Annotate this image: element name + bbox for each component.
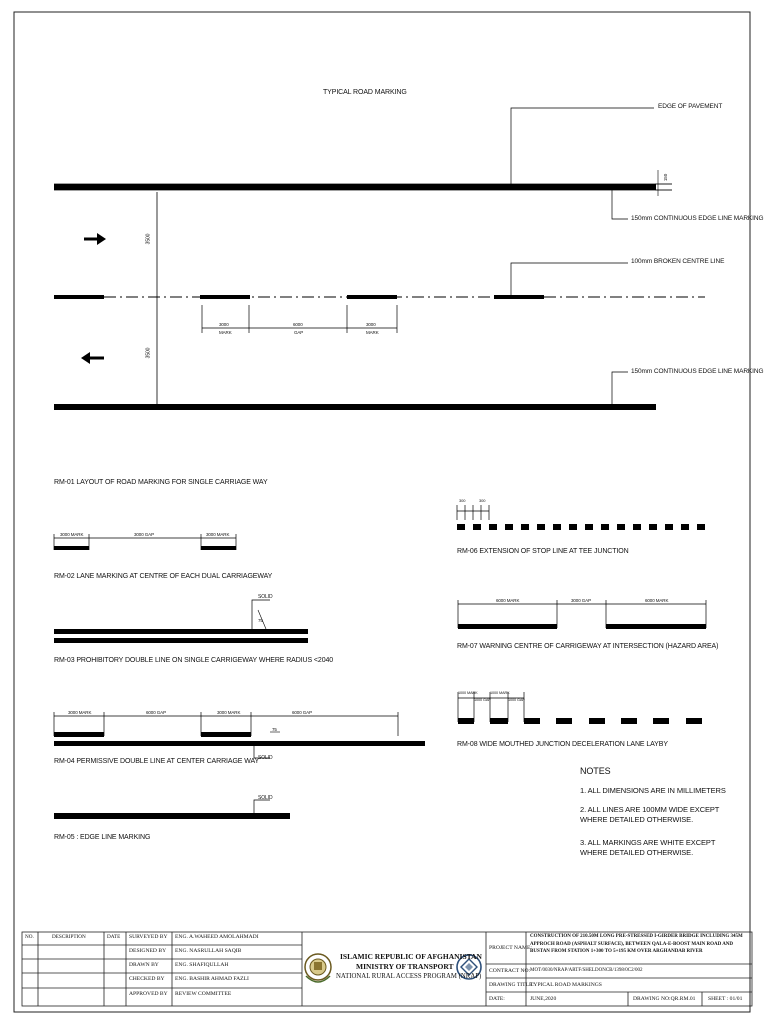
rm02-dim-mark-a: 3000 MARK bbox=[60, 532, 84, 537]
rm04-dim-gap-b: 6000 GAP bbox=[292, 710, 312, 715]
rm04-solid-label: SOLID bbox=[258, 755, 273, 761]
rev-description-header: DESCRIPTION bbox=[52, 934, 86, 940]
note-line: 3. ALL MARKINGS ARE WHITE EXCEPT bbox=[580, 838, 716, 847]
role-drawn: DRAWN BY bbox=[129, 962, 159, 968]
rm04-dash-1 bbox=[54, 732, 104, 737]
caption-rm02: RM-02 LANE MARKING AT CENTRE OF EACH DUAL CARRIAGEWAY bbox=[54, 573, 273, 580]
drawing-title: TYPICAL ROAD MARKING bbox=[323, 89, 407, 96]
rm01-dim-mark-2: 3000 bbox=[366, 322, 376, 327]
name-approved: REVIEW COMMITTEE bbox=[175, 991, 232, 997]
leader-edge-line-bottom bbox=[612, 372, 628, 404]
contract-value: MOT/0030/NRAP/ARTF/SHELDONCB/1398/0C2/002 bbox=[530, 968, 643, 973]
lane-width-lower: 3500 bbox=[145, 347, 152, 359]
left-arrow-icon bbox=[81, 352, 104, 364]
rm02-dim-gap: 3000 GAP bbox=[134, 532, 154, 537]
rm05-edge-line bbox=[54, 813, 290, 819]
drawing-title-label: DRAWING TITLE: bbox=[489, 982, 534, 988]
rm06-dim-b: 300 bbox=[479, 498, 486, 503]
rm07-dim-mark-a: 6000 MARK bbox=[496, 598, 520, 603]
caption-rm03: RM-03 PROHIBITORY DOUBLE LINE ON SINGLE CARRIGEWAY WHERE RADIUS <2040 bbox=[54, 657, 334, 664]
rm05-solid-leader bbox=[254, 800, 270, 813]
rm02-dim-mark-b: 3000 MARK bbox=[206, 532, 230, 537]
rm01-dim-gap-sub: GAP bbox=[294, 330, 304, 335]
rm03-solid-leader bbox=[252, 600, 270, 629]
rm07-dim-gap: 3000 GAP bbox=[571, 598, 591, 603]
rm01-dim-mark-1: 3000 bbox=[219, 322, 229, 327]
rm06-stop-line-dashes bbox=[457, 524, 705, 530]
rm01-centre-dash-4 bbox=[494, 295, 544, 299]
rm07-dim-mark-b: 6000 MARK bbox=[645, 598, 669, 603]
rm01-bottom-edge-line bbox=[54, 404, 656, 410]
role-checked: CHECKED BY bbox=[129, 976, 165, 982]
rm01-dim-mark-1-sub: MARK bbox=[219, 330, 232, 335]
caption-rm06: RM-06 EXTENSION OF STOP LINE AT TEE JUNCTION bbox=[457, 548, 629, 555]
rm08-dashes bbox=[458, 718, 702, 724]
name-surveyed: ENG. A.WAHEED AMOLAHMADI bbox=[175, 934, 259, 940]
name-checked: ENG. BASHIR AHMAD FAZLI bbox=[175, 976, 249, 982]
caption-rm05: RM-05 : EDGE LINE MARKING bbox=[54, 834, 151, 841]
leader-centre-line bbox=[511, 263, 628, 295]
note-line: WHERE DETAILED OTHERWISE. bbox=[580, 815, 694, 824]
contract-label: CONTRACT NO: bbox=[489, 968, 531, 974]
project-value: CONSTRUCTION OF 210.50M LONG PRE-STRESSED I-GIRDER BRIDGE INCLUDING 345M APPROCH ROAD (ASPHALT SURFACE), BETWEEN QALA-E-BOOST MAIN ROAD AND BUSTAN FROM STATION 1+300 TO 5+195 KM OVER ARGHANDAB RIVER bbox=[530, 934, 743, 954]
rm04-dim-mark-a: 3000 MARK bbox=[68, 710, 92, 715]
rm02-dash-1 bbox=[54, 546, 89, 550]
org-line-1: ISLAMIC REPUBLIC OF AFGHANISTAN bbox=[340, 952, 482, 961]
lane-width-upper: 3500 bbox=[145, 233, 152, 245]
note-line: 2. ALL LINES ARE 100MM WIDE EXCEPT bbox=[580, 805, 720, 814]
callout-centre-line: 100mm BROKEN CENTRE LINE bbox=[631, 258, 725, 265]
rm04-dash-2 bbox=[201, 732, 251, 737]
drawing-no: DRAWING NO:QR.RM.01 bbox=[633, 996, 696, 1002]
rm04-dim-mark-b: 3000 MARK bbox=[217, 710, 241, 715]
role-approved: APPROVED BY bbox=[129, 991, 168, 997]
rev-date-header: DATE bbox=[107, 934, 121, 940]
rm04-gap-small: 75 bbox=[272, 727, 277, 732]
org-line-2: MINISTRY OF TRANSPORT bbox=[356, 962, 454, 971]
rm03-solid-label: SOLID bbox=[258, 594, 273, 600]
rm01-dim-gap: 6000 bbox=[293, 322, 303, 327]
rm07-dash-2 bbox=[606, 624, 706, 629]
leader-edge-line-top bbox=[612, 190, 628, 219]
callout-edge-line-top: 150mm CONTINUOUS EDGE LINE MARKING bbox=[631, 215, 764, 222]
rm06-dim-a: 300 bbox=[459, 498, 466, 503]
caption-rm04: RM-04 PERMISSIVE DOUBLE LINE AT CENTER CARRIAGE WAY bbox=[54, 758, 260, 765]
rm08-dim-a: 1000 MARK bbox=[458, 691, 478, 695]
notes-heading: NOTES bbox=[580, 766, 611, 776]
sheet-border bbox=[14, 12, 750, 1012]
date-label: DATE: bbox=[489, 996, 505, 1002]
role-designed: DESIGNED BY bbox=[129, 948, 167, 954]
sheet-no: SHEET : 01/01 bbox=[708, 996, 743, 1002]
rm04-dim-gap-a: 6000 GAP bbox=[146, 710, 166, 715]
project-label: PROJECT NAME: bbox=[489, 945, 532, 951]
caption-rm08: RM-08 WIDE MOUTHED JUNCTION DECELERATION LANE LAYBY bbox=[457, 741, 668, 748]
name-designed: ENG. NASRULLAH SAQIB bbox=[175, 948, 242, 954]
rm01-centre-dash-1 bbox=[54, 295, 104, 299]
rm04-solid-line bbox=[54, 741, 425, 746]
edge-width-label: 150 bbox=[663, 173, 669, 182]
name-drawn: ENG. SHAFIQULLAH bbox=[175, 962, 229, 968]
rm01-centre-dash-2 bbox=[200, 295, 250, 299]
rev-no-header: NO. bbox=[25, 934, 34, 940]
org-line-3: NATIONAL RURAL ACCESS PROGRAM (NRAP) bbox=[336, 973, 482, 980]
rm02-dash-2 bbox=[201, 546, 236, 550]
drawing-title-value: TYPICAL ROAD MARKINGS bbox=[530, 982, 602, 988]
rm01-dim-mark-2-sub: MARK bbox=[366, 330, 379, 335]
rm03-gap-label: 75 bbox=[258, 618, 263, 623]
right-arrow-icon bbox=[84, 233, 106, 245]
role-surveyed: SURVEYED BY bbox=[129, 934, 168, 940]
caption-rm01: RM-01 LAYOUT OF ROAD MARKING FOR SINGLE CARRIAGE WAY bbox=[54, 479, 268, 486]
note-line: WHERE DETAILED OTHERWISE. bbox=[580, 848, 694, 857]
date-value: JUNE,2020 bbox=[530, 996, 557, 1002]
leader-edge-of-pavement bbox=[511, 108, 654, 184]
rm08-dim-d: 1000 GAP bbox=[508, 698, 525, 702]
rm01-centre-dash-3 bbox=[347, 295, 397, 299]
caption-rm07: RM-07 WARNING CENTRE OF CARRIGEWAY AT INTERSECTION (HAZARD AREA) bbox=[457, 643, 719, 650]
rm05-solid-label: SOLID bbox=[258, 795, 273, 801]
rm07-dash-1 bbox=[458, 624, 557, 629]
callout-edge-of-pavement: EDGE OF PAVEMENT bbox=[658, 103, 723, 110]
rm08-dim-c: 1000 MARK bbox=[490, 691, 510, 695]
rm03-line-lower bbox=[54, 638, 308, 643]
rm01-top-edge-line bbox=[54, 184, 656, 190]
afghanistan-emblem-icon bbox=[305, 954, 331, 982]
callout-edge-line-bottom: 150mm CONTINUOUS EDGE LINE MARKING bbox=[631, 368, 764, 375]
rm03-line-upper bbox=[54, 629, 308, 634]
note-line: 1. ALL DIMENSIONS ARE IN MILLIMETERS bbox=[580, 786, 726, 795]
rm08-dim-b: 1000 GAP bbox=[474, 698, 491, 702]
